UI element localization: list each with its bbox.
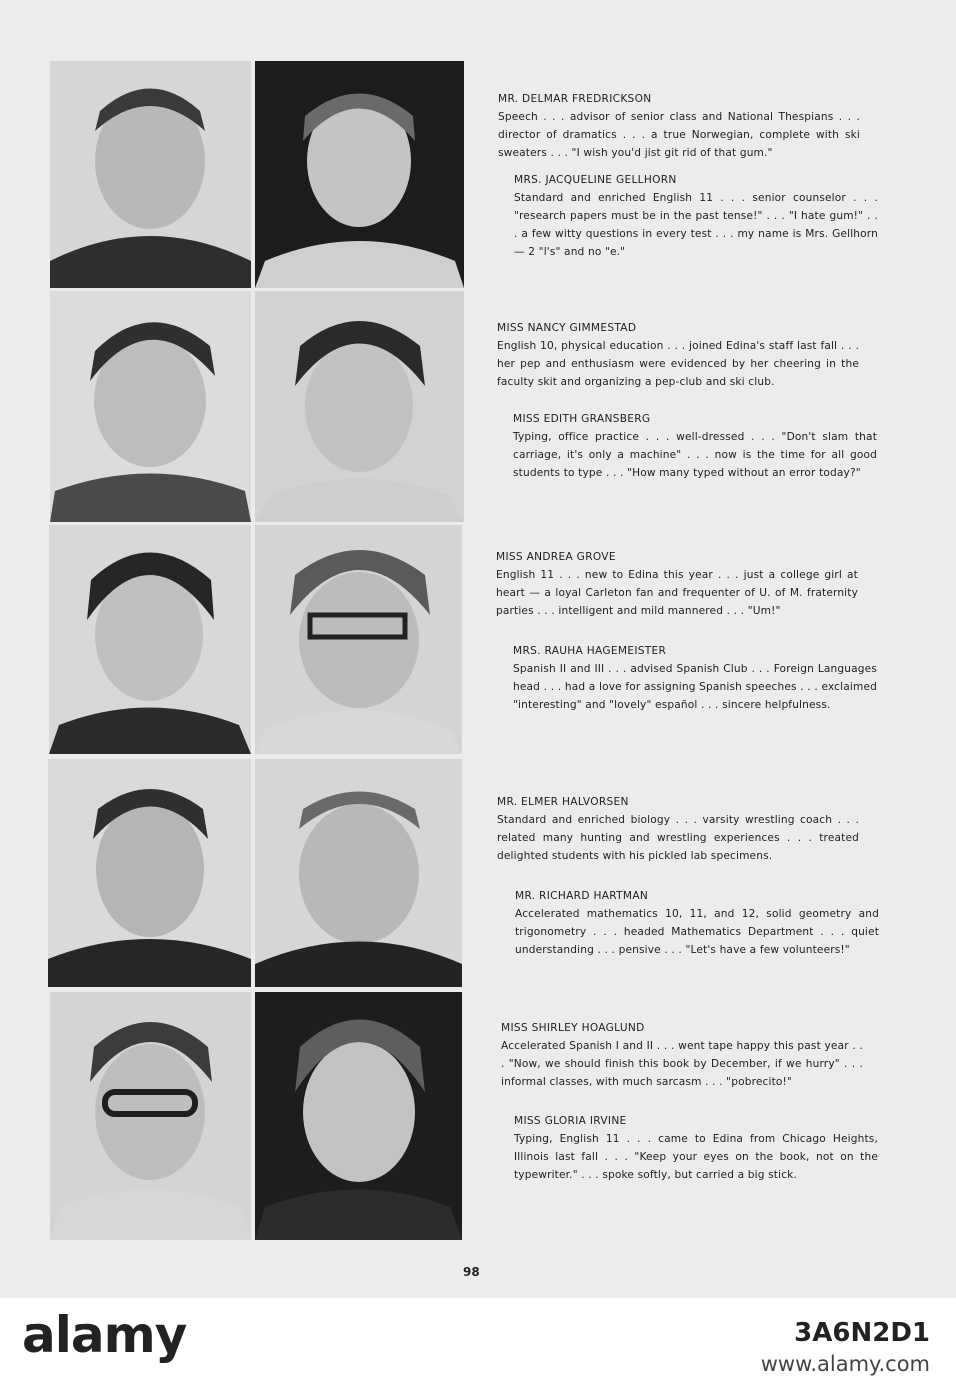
portrait-edith-gransberg bbox=[255, 291, 464, 522]
teacher-name: MISS SHIRLEY HOAGLUND bbox=[501, 1022, 645, 1034]
portrait-elmer-halvorsen bbox=[48, 759, 251, 987]
portrait-jacqueline-gellhorn bbox=[255, 61, 464, 288]
portrait-gloria-irvine bbox=[255, 992, 462, 1240]
teacher-name: MRS. RAUHA HAGEMEISTER bbox=[513, 645, 667, 657]
bio-edith-gransberg bbox=[497, 411, 877, 483]
portrait-andrea-grove bbox=[49, 525, 251, 754]
bio-delmar-fredrickson bbox=[498, 91, 860, 163]
bio-elmer-halvorsen bbox=[497, 794, 859, 866]
site-url: www.alamy.com bbox=[760, 1352, 930, 1376]
teacher-description: Standard and enriched English 11 . . . senior counselor . . . "research papers must be in the past tense!" . . . "I hate gum!" . . . a few witty questions in every test . . . my name is Mrs. Gellhorn — 2 "l's" and no "e." bbox=[514, 191, 878, 258]
teacher-description: Speech . . . advisor of senior class and National Thespians . . . director of dramatics . . . a true Norwegian, complete with ski sweaters . . . "I wish you'd jist git rid of that gum." bbox=[498, 110, 860, 159]
image-id: 3A6N2D1 bbox=[794, 1318, 930, 1348]
teacher-description: Spanish II and III . . . advised Spanish Club . . . Foreign Languages head . . . had a love for assigning Spanish speeches . . . exclaimed "interesting" and "lovely" español . . . sincere helpfulness. bbox=[513, 662, 877, 711]
bio-andrea-grove bbox=[496, 549, 858, 621]
teacher-name: MISS ANDREA GROVE bbox=[496, 551, 616, 563]
teacher-description: Accelerated Spanish I and II . . . went tape happy this past year . . . "Now, we should finish this book by December, if we hurry" . . . informal classes, with much sarcasm . . . "pobrecito!" bbox=[501, 1039, 863, 1088]
teacher-name: MR. DELMAR FREDRICKSON bbox=[498, 93, 652, 105]
teacher-name: MISS EDITH GRANSBERG bbox=[513, 413, 651, 425]
teacher-name: MRS. JACQUELINE GELLHORN bbox=[514, 174, 677, 186]
teacher-description: English 11 . . . new to Edina this year . . . just a college girl at heart — a loyal Carleton fan and frequenter of U. of M. fraternity parties . . . intelligent and mild mannered . . . "Um!" bbox=[496, 568, 858, 617]
portrait-nancy-gimmestad bbox=[50, 291, 251, 522]
bio-shirley-hoaglund bbox=[501, 1020, 863, 1092]
teacher-description: Typing, English 11 . . . came to Edina from Chicago Heights, Illinois last fall . . . "Keep your eyes on the book, not on the typewriter." . . . spoke softly, but carried a big stick. bbox=[514, 1132, 878, 1181]
teacher-name: MR. RICHARD HARTMAN bbox=[515, 890, 649, 902]
teacher-description: Typing, office practice . . . well-dressed . . . "Don't slam that carriage, it's only a machine" . . . now is the time for all good students to type . . . "How many typed without an error today?" bbox=[513, 430, 877, 479]
portrait-shirley-hoaglund bbox=[50, 992, 251, 1240]
portrait-rauha-hagemeister bbox=[255, 525, 462, 754]
teacher-name: MISS GLORIA IRVINE bbox=[514, 1115, 627, 1127]
bio-jacqueline-gellhorn bbox=[498, 172, 878, 262]
bio-richard-hartman bbox=[499, 888, 879, 960]
teacher-description: Accelerated mathematics 10, 11, and 12, solid geometry and trigonometry . . . headed Mathematics Department . . . quiet understanding . . . pensive . . . "Let's have a few volunteers!" bbox=[515, 907, 879, 956]
teacher-description: Standard and enriched biology . . . varsity wrestling coach . . . related many hunting and wrestling experiences . . . treated delighted students with his pickled lab specimens. bbox=[497, 813, 859, 862]
page-number: 98 bbox=[463, 1265, 480, 1279]
bio-rauha-hagemeister bbox=[497, 643, 877, 715]
portrait-delmar-fredrickson bbox=[50, 61, 251, 288]
alamy-logo: alamy bbox=[22, 1306, 187, 1364]
teacher-name: MISS NANCY GIMMESTAD bbox=[497, 322, 637, 334]
bio-nancy-gimmestad bbox=[497, 320, 859, 392]
teacher-description: English 10, physical education . . . joined Edina's staff last fall . . . her pep and enthusiasm were evidenced by her cheering in the faculty skit and organizing a pep-club and ski club. bbox=[497, 339, 859, 388]
bio-gloria-irvine bbox=[498, 1113, 878, 1185]
portrait-richard-hartman bbox=[255, 759, 462, 987]
teacher-name: MR. ELMER HALVORSEN bbox=[497, 796, 629, 808]
